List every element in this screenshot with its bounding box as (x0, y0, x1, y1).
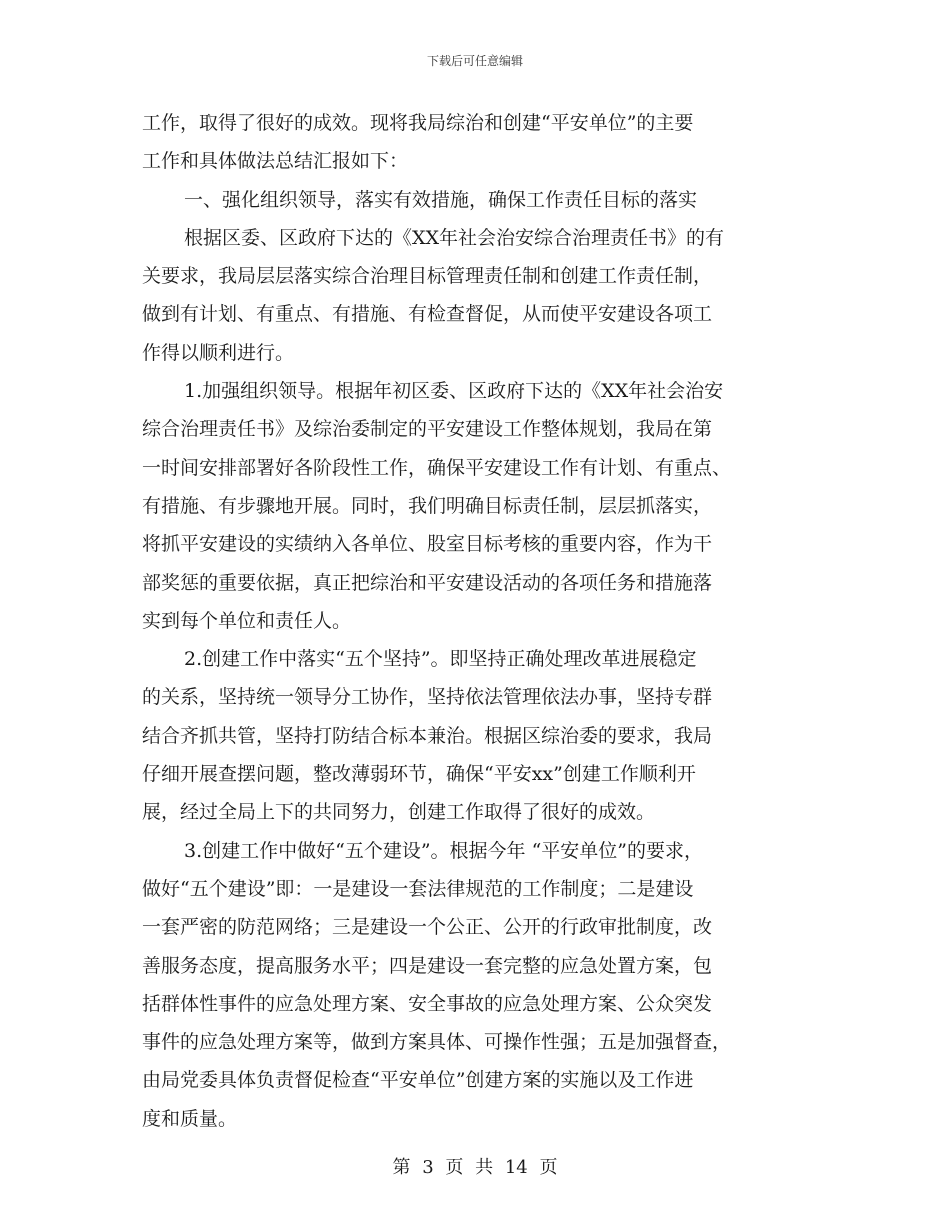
body-line: 善服务态度，提高服务水平；四是建设一套完整的应急处置方案，包 (142, 954, 713, 977)
body-line: 做到有计划、有重点、有措施、有检查督促，从而使平安建设各项工 (142, 303, 713, 326)
page-number: 第 3 页 共 14 页 (392, 1157, 558, 1178)
body-line: 作得以顺利进行。 (142, 341, 295, 364)
body-line: 1.加强组织领导。根据年初区委、区政府下达的《XX年社会治安 (184, 380, 724, 403)
section-heading: 一、强化组织领导，落实有效措施，确保工作责任目标的落实 (184, 188, 698, 211)
header-note: 下载后可任意编辑 (426, 54, 523, 68)
body-line: 2.创建工作中落实“五个坚持”。即坚持正确处理改革进展稳定 (184, 648, 697, 671)
body-line: 做好“五个建设”即：一是建设一套法律规范的工作制度；二是建设 (142, 877, 694, 900)
body-line: 有措施、有步骤地开展。同时，我们明确目标责任制，层层抓落实， (142, 494, 713, 517)
body-line: 括群体性事件的应急处理方案、安全事故的应急处理方案、公众突发 (142, 992, 713, 1015)
body-line: 结合齐抓共管，坚持打防结合标本兼治。根据区综治委的要求，我局 (142, 724, 713, 747)
body-line: 综合治理责任书》及综治委制定的平安建设工作整体规划，我局在第 (142, 418, 713, 441)
body-line: 将抓平安建设的实绩纳入各单位、股室目标考核的重要内容，作为干 (142, 533, 713, 556)
body-line: 工作，取得了很好的成效。现将我局综治和创建“平安单位”的主要 (142, 112, 694, 134)
body-line: 工作和具体做法总结汇报如下： (142, 150, 409, 173)
body-line: 根据区委、区政府下达的《XX年社会治安综合治理责任书》的有 (184, 226, 725, 249)
body-line: 由局党委具体负责督促检查“平安单位”创建方案的实施以及工作进 (142, 1069, 694, 1092)
body-line: 度和质量。 (142, 1107, 238, 1130)
document-body (142, 104, 820, 1138)
body-line: 关要求，我局层层落实综合治理目标管理责任制和创建工作责任制， (142, 265, 713, 288)
body-line: 一时间安排部署好各阶段性工作，确保平安建设工作有计划、有重点、 (142, 456, 732, 479)
body-line: 仔细开展查摆问题，整改薄弱环节，确保“平安xx”创建工作顺利开 (142, 763, 696, 786)
body-line: 3.创建工作中做好“五个建设”。根据今年 “平安单位”的要求， (184, 839, 704, 862)
body-line: 部奖惩的重要依据，真正把综治和平安建设活动的各项任务和措施落 (142, 571, 713, 594)
body-line: 实到每个单位和责任人。 (142, 609, 352, 632)
body-line: 的关系，坚持统一领导分工协作，坚持依法管理依法办事，坚持专群 (142, 686, 713, 709)
body-line: 事件的应急处理方案等，做到方案具体、可操作性强；五是加强督查， (142, 1031, 732, 1054)
body-line: 展，经过全局上下的共同努力，创建工作取得了很好的成效。 (142, 801, 656, 824)
body-line: 一套严密的防范网络；三是建设一个公正、公开的行政审批制度，改 (142, 916, 713, 939)
